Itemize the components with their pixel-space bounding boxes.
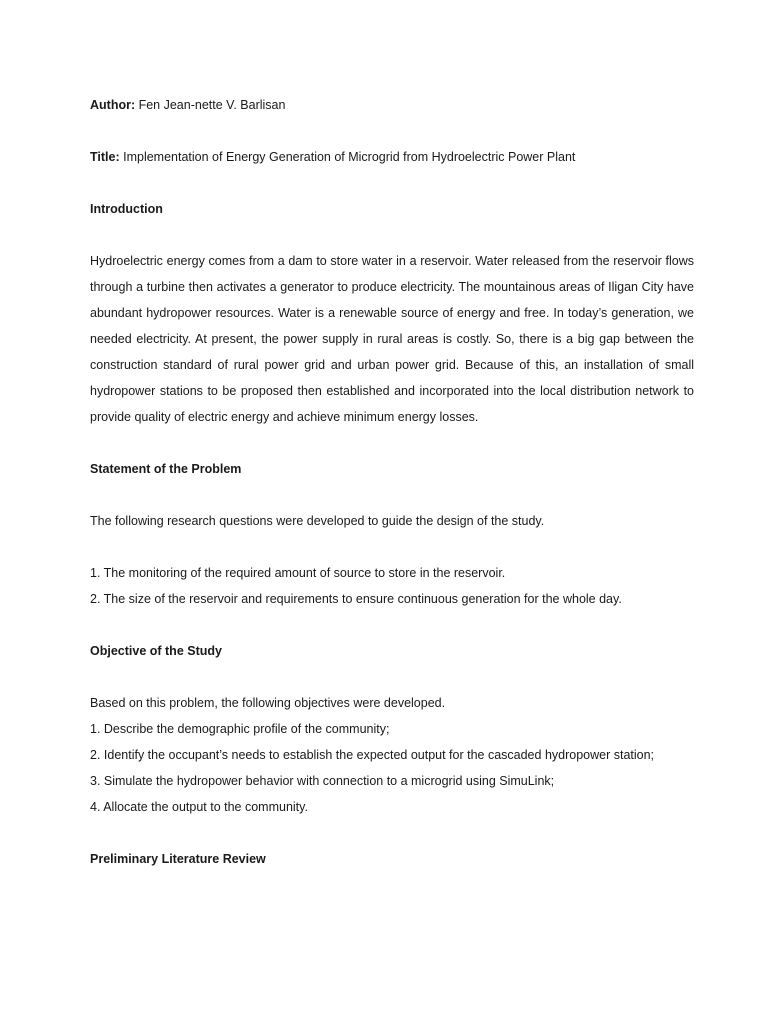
objective-item: 2. Identify the occupant’s needs to establish the expected output for the cascaded hydropower station; xyxy=(90,748,655,762)
introduction-heading: Introduction xyxy=(90,202,163,216)
literature-heading: Preliminary Literature Review xyxy=(90,852,266,866)
objective-item: 4. Allocate the output to the community. xyxy=(90,800,308,814)
problem-heading: Statement of the Problem xyxy=(90,462,242,476)
author-label: Author: xyxy=(90,98,136,112)
title-text: Implementation of Energy Generation of Microgrid from Hydroelectric Power Plant xyxy=(119,150,576,164)
document-body xyxy=(90,92,694,872)
objective-heading: Objective of the Study xyxy=(90,644,222,658)
introduction-paragraph: Hydroelectric energy comes from a dam to store water in a reservoir. Water released from the reservoir flows through a turbine then activates a generator to produce electricity. The mountainous areas of Iligan City have abundant hydropower resources. Water is a renewable source of energy and free. In today’s generation, we needed electricity. At present, the power supply in rural areas is costly. So, there is a big gap between the construction standard of rural power grid and urban power grid. Because of this, an installation of small hydropower stations to be proposed then established and incorporated into the local distribution network to provide quality of electric energy and achieve minimum energy losses. xyxy=(90,254,694,424)
objective-intro: Based on this problem, the following objectives were developed. xyxy=(90,696,446,710)
objective-item: 1. Describe the demographic profile of the community; xyxy=(90,722,390,736)
title-line xyxy=(90,144,694,170)
problem-item: 2. The size of the reservoir and requirements to ensure continuous generation for the whole day. xyxy=(90,592,622,606)
title-label: Title: xyxy=(90,150,120,164)
objective-item: 3. Simulate the hydropower behavior with connection to a microgrid using SimuLink; xyxy=(90,774,555,788)
author-name: Fen Jean-nette V. Barlisan xyxy=(135,98,286,112)
problem-item: 1. The monitoring of the required amount of source to store in the reservoir. xyxy=(90,566,506,580)
author-line xyxy=(90,92,694,118)
problem-intro: The following research questions were developed to guide the design of the study. xyxy=(90,514,545,528)
